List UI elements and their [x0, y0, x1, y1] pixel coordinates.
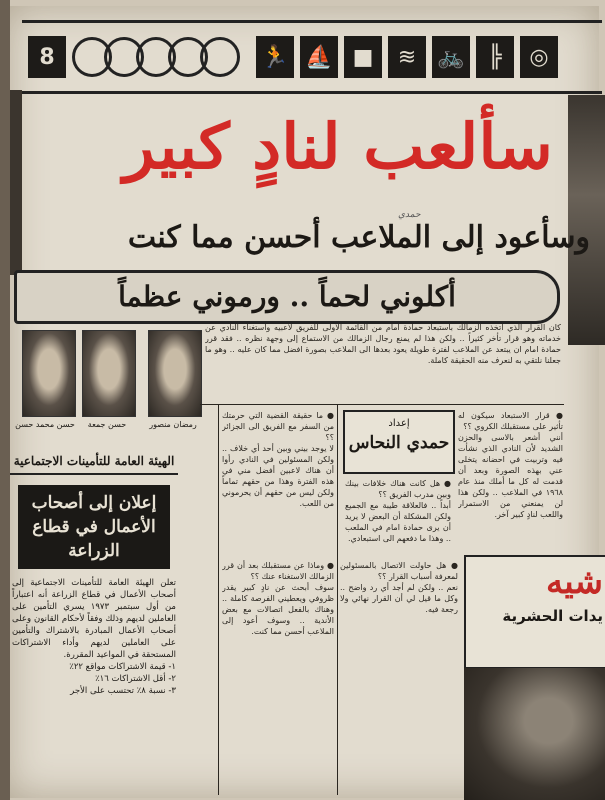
binding-spine — [0, 0, 10, 800]
headline-signature: حمدي — [398, 210, 421, 220]
article-column: ● وماذا عن مستقبلك بعد أن قرر الزمالك الاستغناء عنك ؟؟ سوف أبحث عن نادٍ كبير يقدر ظروفي ويعطيني الفرصة كاملة .. وهناك بالفعل اتصالات مع بعض الأندية .. وسوف أعود إلى الملاعب أحسن مما كنت. — [222, 561, 334, 636]
player-photo-2 — [82, 330, 136, 417]
quote-banner: أكلوني لحماً .. ورموني عظماً — [14, 270, 560, 324]
hurdles-icon: ╠ — [476, 36, 514, 78]
subheadline: وسأعود إلى الملاعب أحسن مما كنت — [127, 220, 590, 255]
ad-organization: الهيئة العامة للتأمينات الاجتماعية — [10, 448, 178, 475]
weights-icon: ■ — [344, 36, 382, 78]
sports-icon-strip — [22, 20, 602, 94]
byline-label: إعداد — [388, 418, 410, 429]
player-photo-1 — [148, 330, 202, 417]
ad-body: تعلن الهيئة العامة للتأمينات الاجتماعية إلى أصحاب الأعمال في قطاع الزراعة أنه اعتباراً من أول سبتمبر ١٩٧٣ يسري التأمين على العاملين لديهم وذلك وفقاً لأحكام القانون وعلى أصحاب الأعمال المبادرة بالاشتراك والتأمين على العاملين لديهم وأداء الاشتراكات المستحقة في المواعيد المقررة. ١- قيمة الاشتراكات مواقع ٢٢٪ ٢- أقل الاشتراكات ١٦٪ ٣- نسبة ٨٪ تحتسب على الأجر — [12, 578, 176, 696]
swimming-icon: ≋ — [388, 36, 426, 78]
article-column: ● قرار الاستبعاد سيكون له تأثير على مستقبلك الكروي ؟؟ أنني أشعر بالاسى والحزن الشديد لأن النادي الذي نشأت فيه وتربيت في احضانه يتخلى عني بهذه الصورة وبعد أن قدمت له كل ما أملك منذ عام ١٩٦٨ في الملاعب .. ولكن هذا لن يمنعني من الاستمرار واللعب لنادٍ كبير آخر. — [458, 411, 563, 519]
insurance-ad — [10, 448, 178, 760]
bottom-right-photo — [464, 668, 605, 800]
main-headline: سألعب لنادٍ كبير — [123, 110, 553, 183]
column-rule — [218, 405, 219, 795]
ad-brand: شيه — [546, 562, 603, 602]
olympic-rings-icon — [72, 37, 232, 77]
player-photos — [10, 330, 200, 429]
intro-paragraph: كان القرار الذي اتخذه الزمالك باستبعاد حمادة امام من القائمة الاولى للفريق لاعبيه واستغناء النادي عن خدماته وهو قرار تأخر كثيراً .. ولكن هذا لم يمنع رجال الزمالك من الاستماع إلى وجهة نظره .. فقد قرر حمادة امام ان يبتعد عن الملاعب لفترة طويلة يعود بعدها الى الملاعب بصورة افضل مما كان عليه .. وهو ما جعلنا نلتقي به لنعرف منه الحقيقة كاملة. — [205, 323, 561, 365]
ad-heading-box: إعلان إلى أصحاب الأعمال في قطاع الزراعة — [18, 485, 170, 569]
column-rule — [337, 405, 338, 795]
photo-caption: رمضان منصور — [149, 420, 197, 429]
photo-caption: حسن محمد حسن — [15, 420, 75, 429]
article-column: ● ما حقيقة القضية التي حرمتك من السفر مع الفريق الى الجزائر ؟؟ لا يوجد بيني وبين أحد أي خلاف .. ولكن المسئولين في النادي رأوا أن هناك لاعبين أفضل مني في هذه الفترة وهذا من حقهم تماماً ولكن ليس من حقهم أن يحرموني من اللعب. — [222, 411, 334, 508]
cycling-icon: 🚲 — [432, 36, 470, 78]
byline-name: حمدي النحاس — [348, 433, 450, 453]
byline-box — [343, 410, 455, 474]
pesticide-ad — [464, 555, 605, 669]
player-photo-3 — [22, 330, 76, 417]
basketball-icon: ◎ — [520, 36, 558, 78]
sprinter-icon: 🏃 — [256, 36, 294, 78]
sailing-icon: ⛵ — [300, 36, 338, 78]
photo-caption: حسن جمعة — [87, 420, 127, 429]
article-column: ● هل حاولت الاتصال بالمسئولين لمعرفة أسباب القرار ؟؟ نعم .. ولكن لم أجد أي رد واضح .. وكل ما قيل لي أن القرار نهائي ولا رجعة فيه. — [340, 561, 458, 614]
number-eight-icon: 8 — [28, 36, 66, 78]
article-column: ● هل كانت هناك خلافات بينك وبين مدرب الفريق ؟؟ أبداً .. فالعلاقة طيبة مع الجميع ولكن المشكلة أن البعض لا يريد أن يرى حمادة امام في الملعب .. وهذا ما دفعهم الى استبعادي. — [345, 479, 451, 543]
divider — [200, 404, 564, 405]
ad-subtitle: يدات الحشرية — [502, 607, 603, 625]
